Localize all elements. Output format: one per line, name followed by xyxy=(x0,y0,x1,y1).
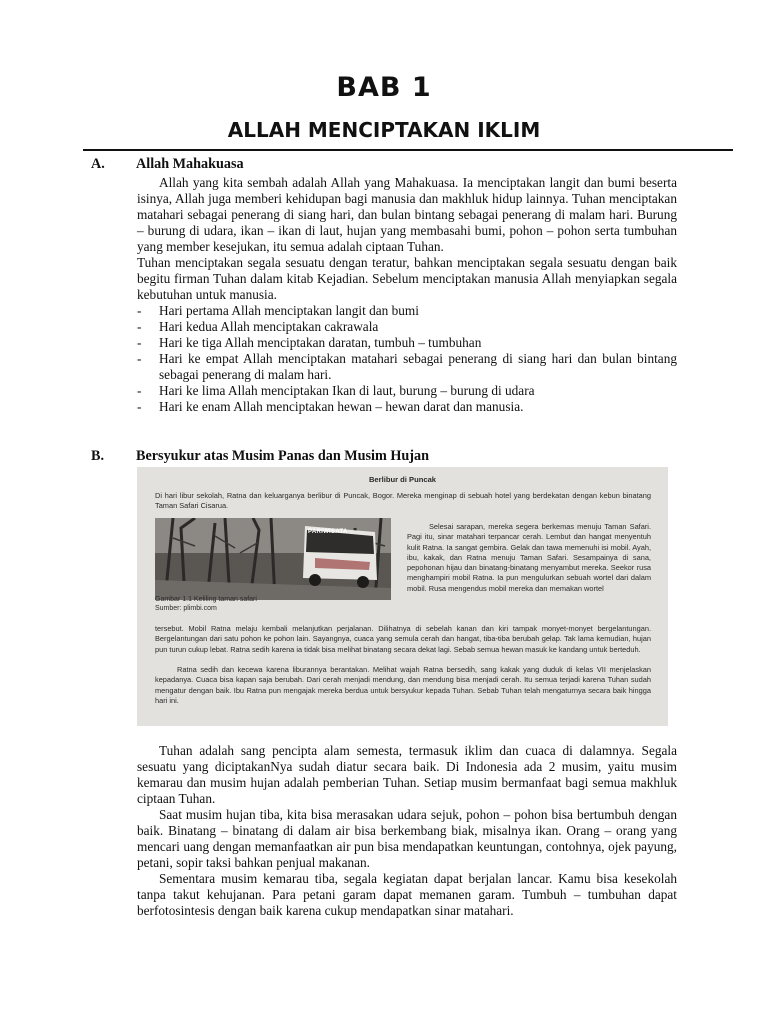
photo-caption xyxy=(155,595,395,613)
safari-bus-illustration xyxy=(155,518,391,600)
section-a-letter: A. xyxy=(91,156,105,172)
dash-bullet: - xyxy=(137,303,142,318)
dash-bullet: - xyxy=(137,383,142,398)
section-b-body xyxy=(137,743,677,919)
list-item: - Hari kedua Allah menciptakan cakrawala xyxy=(137,319,379,334)
section-b-letter: B. xyxy=(91,448,105,464)
dash-bullet: - xyxy=(137,351,142,366)
section-a-body xyxy=(137,175,677,415)
section-b-heading xyxy=(91,448,691,465)
excerpt-right-column: Selesai sarapan, mereka segera berkemas menuju Taman Safari. Pagi itu, sinar matahari terpancar cerah. Lembut dan hangat menyentuh kulit Ratna. Ia sangat gembira. Gelak dan tawa memenuhi isi mobil. Ayah, ibu, kakak, dan Ratna menuju Taman Safari. Sesampainya di sana, pepohonan hijau dan binatang-binatang menyambut mereka. Seekor rusa menghampiri mobil Ratna. Ia pun mengulurkan sebuah wortel dari dalam mobil. Rusa mengendus mobil mereka dan memakan wortel xyxy=(407,522,651,593)
section-a-paragraph-2: Tuhan menciptakan segala sesuatu dengan teratur, bahkan menciptakan segala sesuatu dengan baik begitu firman Tuhan dalam kitab Kejadian. Sebelum menciptakan manusia Allah menyiapkan segala kebutuhan untuk manusia. xyxy=(137,255,677,302)
list-item: - Hari ke tiga Allah menciptakan daratan, tumbuh – tumbuhan xyxy=(137,335,482,350)
excerpt-intro: Di hari libur sekolah, Ratna dan keluarganya berlibur di Puncak, Bogor. Mereka menginap di sebuah hotel yang berdekatan dengan kebun binatang Taman Safari Cisarua. xyxy=(155,491,651,511)
scanned-textbook-excerpt xyxy=(137,467,668,726)
dash-bullet: - xyxy=(137,399,142,414)
title-divider xyxy=(83,149,733,151)
section-b-paragraph-2: Saat musim hujan tiba, kita bisa merasakan udara sejuk, pohon – pohon bisa bertumbuh dengan baik. Binatang – binatang di dalam air bisa berkembang biak, misalnya ikan. Orang – orang yang mencari uang dengan memanfaatkan air pun bisa mendapatkan keuntungan, contohnya, ojek payung, petani, sopir taksi bahkan penjual makanan. xyxy=(137,807,677,870)
section-a-heading xyxy=(91,156,691,173)
safari-bus-photo xyxy=(155,518,391,600)
list-item: - Hari ke empat Allah menciptakan matahari sebagai penerang di siang hari dan bulan bintang sebagai penerang di malam hari. xyxy=(137,351,677,382)
section-b-title: Bersyukur atas Musim Panas dan Musim Hujan xyxy=(136,448,429,464)
section-b-paragraph-3: Sementara musim kemarau tiba, segala kegiatan dapat berjalan lancar. Kamu bisa kesekolah tanpa takut kehujanan. Para petani garam dapat memanen garam. Tumbuh – tumbuhan dapat berfotosintesis dengan baik karena cukup mendapatkan sinar matahari. xyxy=(137,871,677,918)
excerpt-full-width-text: tersebut. Mobil Ratna melaju kembali melanjutkan perjalanan. Dilihatnya di sebelah kanan dan kiri tampak monyet-monyet bergelantungan. Bergelantungan dari satu pohon ke pohon lain. Sayangnya, cuaca yang semula cerah dan hangat, tiba-tiba berubah gelap. Tak lama kemudian, hujan pun turun cukup lebat. Ratna sedih karena ia tidak bisa melihat binatang secara dekat lagi. Sebab semua hewan masuk ke kandang untuk berteduh. xyxy=(155,624,651,654)
list-item: - Hari ke enam Allah menciptakan hewan – hewan darat dan manusia. xyxy=(137,399,524,414)
dash-bullet: - xyxy=(137,319,142,334)
list-item: - Hari ke lima Allah menciptakan Ikan di laut, burung – burung di udara xyxy=(137,383,535,398)
excerpt-title: Berlibur di Puncak xyxy=(368,475,437,484)
section-a-title: Allah Mahakuasa xyxy=(136,156,244,172)
section-a-paragraph-1: Allah yang kita sembah adalah Allah yang Mahakuasa. Ia menciptakan langit dan bumi beserta isinya, Allah juga memberi kehidupan bagi manusia dan makhluk hidup lainnya. Tuhan menciptakan matahari sebagai penerang di siang hari, dan bulan bintang sebagai penerang di malam hari. Burung – burung di udara, ikan – ikan di laut, hujan yang membasahi bumi, pohon – pohon serta tumbuhan yang member kesejukan, itu semua adalah ciptaan Tuhan. xyxy=(137,175,677,254)
excerpt-closing-paragraph: Ratna sedih dan kecewa karena liburannya berantakan. Melihat wajah Ratna bersedih, sang kakak yang duduk di kelas VII menjelaskan kepadanya. Cuaca bisa kapan saja berubah. Dari cerah menjadi mendung, dan mendung bisa menjadi cerah. Itu semua terjadi karena Tuhan sudah mengatur dengan baik. Ibu Ratna pun mengajak mereka berdua untuk bersyukur kepada Tuhan. Sebab Tuhan telah mengaturnya secara baik hingga hari ini. xyxy=(155,665,651,705)
list-item: - Hari pertama Allah menciptakan langit dan bumi xyxy=(137,303,419,318)
dash-bullet: - xyxy=(137,335,142,350)
chapter-title: ALLAH MENCIPTAKAN IKLIM xyxy=(227,118,541,142)
creation-days-list xyxy=(137,303,677,415)
section-b-paragraph-1: Tuhan adalah sang pencipta alam semesta, termasuk iklim dan cuaca di dalamnya. Segala sesuatu yang diciptakanNya sudah diatur secara baik. Di Indonesia ada 2 musim, yaitu musim kemarau dan musim hujan adalah pemberian Tuhan. Setiap musim bermanfaat bagi semua makhluk ciptaan Tuhan. xyxy=(137,743,677,806)
caption-line-1: Gambar 1.1 Keliling taman safari xyxy=(155,596,257,603)
chapter-number: BAB 1 xyxy=(336,72,432,103)
bus-label: PARIWISATA xyxy=(308,529,348,535)
caption-line-2: Sumber: plimbi.com xyxy=(155,605,217,612)
